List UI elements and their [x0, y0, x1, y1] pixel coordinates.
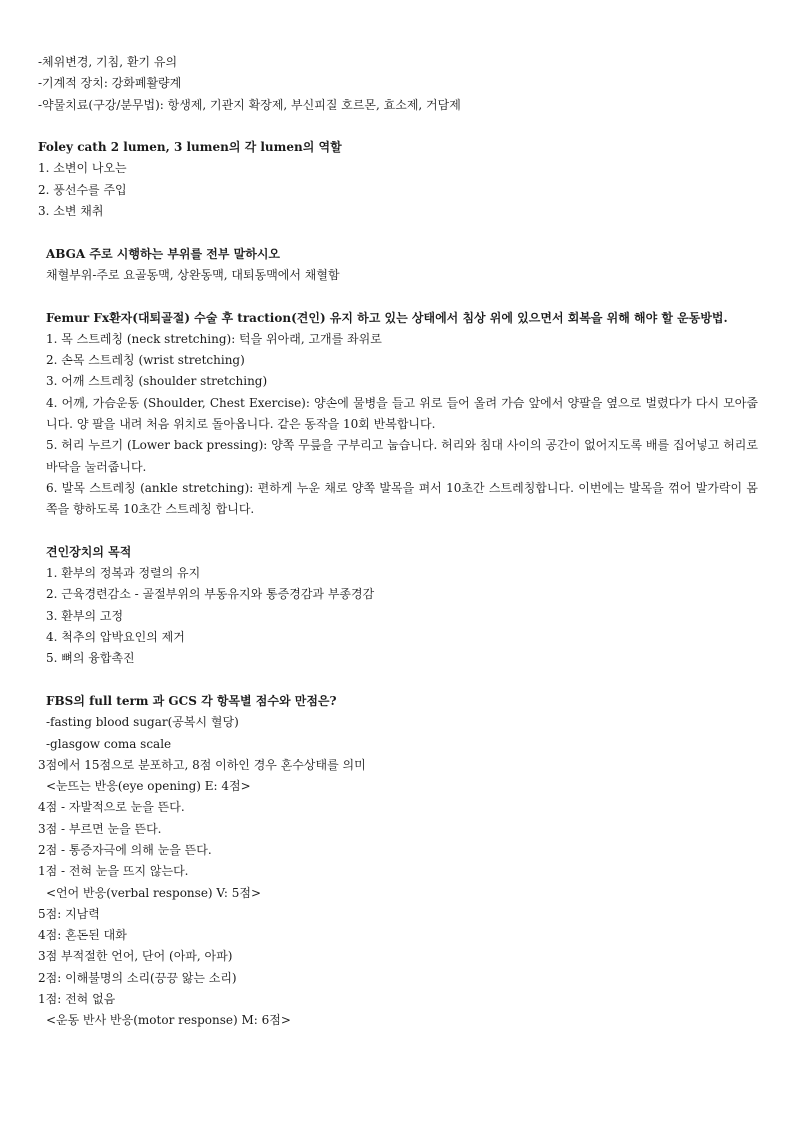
list-item: 5. 뼈의 융합촉진: [46, 651, 135, 666]
text-line: 4점 - 자발적으로 눈을 뜬다.: [38, 800, 185, 815]
list-item: 2. 근육경련감소 - 골절부위의 부동유지와 통증경감과 부종경감: [46, 587, 375, 602]
text-line: <운동 반사 반응(motor response) M: 6점>: [46, 1013, 291, 1028]
text-line: 5점: 지남력: [38, 906, 100, 921]
text-line: <눈뜨는 반응(eye opening) E: 4점>: [46, 779, 251, 794]
list-item: 4. 척추의 압박요인의 제거: [46, 630, 185, 645]
list-item: 1. 환부의 정복과 정렬의 유지: [46, 566, 201, 581]
text-line: -glasgow coma scale: [46, 736, 172, 751]
text-line: -체위변경, 기침, 환기 유의: [38, 55, 178, 69]
list-item: 2. 손목 스트레칭 (wrist stretching): [46, 353, 245, 368]
text-line: 3점에서 15점으로 분포하고, 8점 이하인 경우 혼수상태를 의미: [38, 757, 366, 772]
text-line: -기계적 장치: 강화폐활량계: [38, 76, 182, 91]
list-item: 1. 목 스트레칭 (neck stretching): 턱을 위아래, 고개를 좌위로: [46, 331, 382, 346]
text-line: 2점: 이해불명의 소리(끙끙 앓는 소리): [38, 970, 237, 985]
section-heading-abga: ABGA 주로 시행하는 부위를 전부 말하시오: [46, 246, 281, 261]
text-line: -fasting blood sugar(공복시 혈당): [46, 715, 239, 730]
list-item: 2. 풍선수를 주입: [38, 182, 127, 197]
list-item: 3. 소변 채취: [38, 204, 104, 219]
text-line: 2점 - 통증자극에 의해 눈을 뜬다.: [38, 842, 212, 857]
text-line: 3점 부적절한 언어, 단어 (아파, 아파): [38, 949, 233, 964]
list-item: 1. 소변이 나오는: [38, 161, 127, 176]
text-line: -약물치료(구강/분무법): 항생제, 기관지 확장제, 부신피질 호르몬, 효소제, 거담제: [38, 97, 461, 112]
section-heading-traction: 견인장치의 목적: [46, 544, 132, 559]
list-item: 4. 어깨, 가슴운동 (Shoulder, Chest Exercise): 양손에 물병을 들고 위로 들어 올려 가슴 앞에서 양팔을 옆으로 벌렸다가 다시 모아줍니다. 양 팔을 내려 처음 위치로 돌아옵니다. 같은 동작을 10회 반복합니다.: [46, 395, 758, 432]
text-line: <언어 반응(verbal response) V: 5점>: [46, 885, 262, 900]
list-item: 5. 허리 누르기 (Lower back pressing): 양쪽 무릎을 구부리고 눕습니다. 허리와 침대 사이의 공간이 없어지도록 배를 집어넣고 허리로 바닥을 눌러줍니다.: [46, 438, 758, 474]
section-heading-fbs: FBS의 full term 과 GCS 각 항목별 점수와 만점은?: [46, 693, 337, 708]
text-line: 1점 - 전혀 눈을 뜨지 않는다.: [38, 864, 189, 879]
text-line: 3점 - 부르면 눈을 뜬다.: [38, 821, 162, 836]
list-item: 3. 환부의 고정: [46, 608, 124, 623]
section-heading-femur: Femur Fx환자(대퇴골절) 수술 후 traction(견인) 유지 하고 있는 상태에서 침상 위에 있으면서 회복을 위해 해야 할 운동방법.: [46, 310, 728, 325]
section-heading-foley: Foley cath 2 lumen, 3 lumen의 각 lumen의 역할: [38, 140, 342, 155]
text-line: 1점: 전혀 없음: [38, 992, 116, 1007]
list-item: 6. 발목 스트레칭 (ankle stretching): 편하게 누운 채로 양쪽 발목을 펴서 10초간 스트레칭합니다. 이번에는 발목을 꺾어 발가락이 몸쪽을 향하도록 10초간 스트레칭 합니다.: [46, 480, 758, 517]
document-page: [38, 52, 758, 1032]
list-item: 3. 어깨 스트레칭 (shoulder stretching): [46, 374, 268, 389]
text-line: 4점: 혼돈된 대화: [38, 928, 127, 943]
text-line: 채혈부위-주로 요골동맥, 상완동맥, 대퇴동맥에서 채혈함: [46, 267, 340, 282]
